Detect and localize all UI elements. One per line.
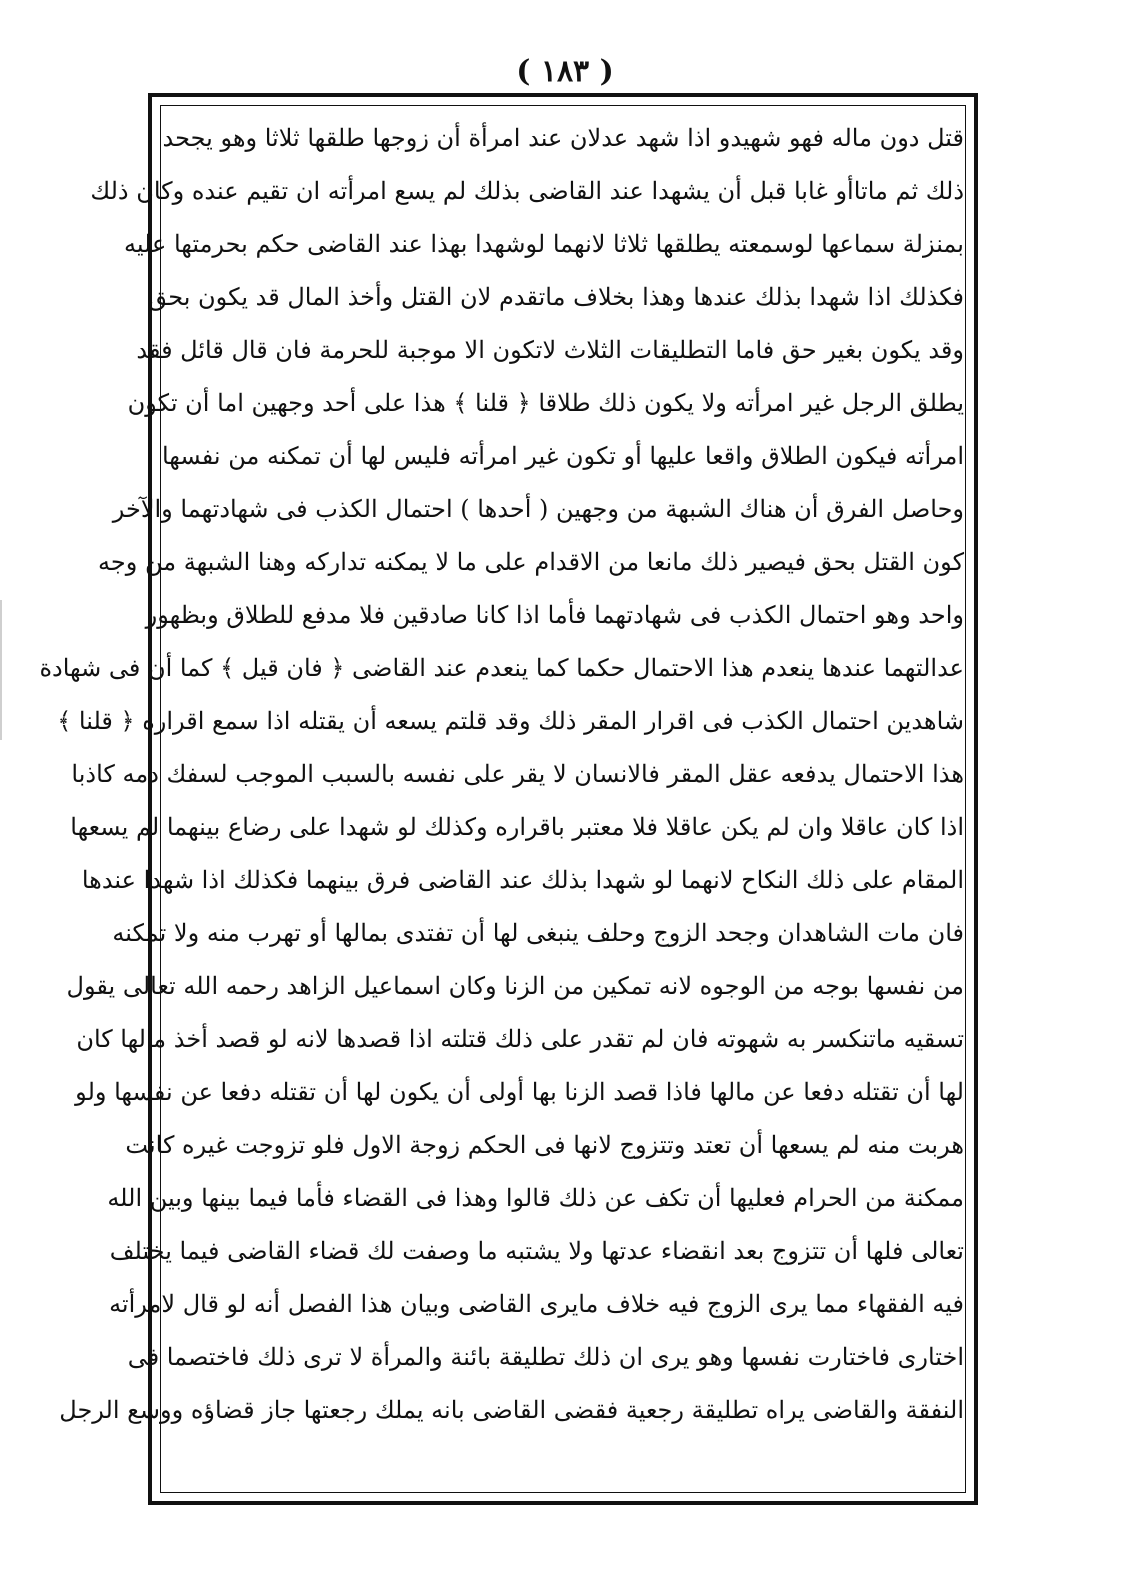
text-line: بمنزلة سماعها لوسمعته يطلقها ثلاثا لانهما لوشهدا بهذا عند القاضى حكم بحرمتها عليه	[123, 230, 964, 258]
text-line: وقد يكون بغير حق فاما التطليقات الثلاث لاتكون الا موجبة للحرمة فان قال قائل فقد	[136, 336, 964, 364]
text-line: واحد وهو احتمال الكذب فى شهادتهما فأما اذا كانا صادقين فلا مدفع للطلاق وبظهور	[145, 601, 964, 629]
text-line: تعالى فلها أن تتزوج بعد انقضاء عدتها ولا يشتبه ما وصفت لك قضاء القاضى فيما يختلف	[109, 1237, 964, 1265]
page-number: ( ١٨٣ )	[516, 54, 614, 89]
text-line: اذا كان عاقلا وان لم يكن عاقلا فلا معتبر باقراره وكذلك لو شهدا على رضاع بينهما لم يسعها	[70, 813, 964, 841]
text-line: ممكنة من الحرام فعليها أن تكف عن ذلك قالوا وهذا فى القضاء فأما فيما بينها وبين الله	[107, 1184, 964, 1212]
text-line: عدالتهما عندها ينعدم هذا الاحتمال حكما كما ينعدم عند القاضى ﴿ فان قيل ﴾ كما أن فى شهادة	[39, 654, 964, 682]
text-line: هذا الاحتمال يدفعه عقل المقر فالانسان لا يقر على نفسه بالسبب الموجب لسفك دمه كاذبا	[71, 760, 964, 788]
text-line: فيه الفقهاء مما يرى الزوج فيه خلاف مايرى القاضى وبيان هذا الفصل أنه لو قال لامرأته	[109, 1290, 964, 1318]
text-line: لها أن تقتله دفعا عن مالها فاذا قصد الزنا بها أولى أن يكون لها أن تقتله دفعا عن نفسها ولو	[75, 1078, 964, 1106]
text-line: يطلق الرجل غير امرأته ولا يكون ذلك طلاقا ﴿ قلنا ﴾ هذا على أحد وجهين اما أن تكون	[127, 389, 964, 417]
text-line: وحاصل الفرق أن هناك الشبهة من وجهين ( أحدها ) احتمال الكذب فى شهادتهما والآخر	[112, 495, 964, 523]
text-line: امرأته فيكون الطلاق واقعا عليها أو تكون غير امرأته فليس لها أن تمكنه من نفسها	[161, 442, 964, 470]
text-line: من نفسها بوجه من الوجوه لانه تمكين من الزنا وكان اسماعيل الزاهد رحمه الله تعالى يقول	[66, 972, 964, 1000]
text-line: فان مات الشاهدان وجحد الزوج وحلف ينبغى لها أن تفتدى بمالها أو تهرب منه ولا تمكنه	[112, 919, 964, 947]
text-line: قتل دون ماله فهو شهيدو اذا شهد عدلان عند امرأة أن زوجها طلقها ثلاثا وهو يجحد	[162, 124, 964, 152]
main-text	[39, 112, 970, 1492]
text-line: ذلك ثم ماتاأو غابا قبل أن يشهدا عند القاضى بذلك لم يسع امرأته ان تقيم عنده وكان ذلك	[90, 177, 964, 205]
text-line: هربت منه لم يسعها أن تعتد وتتزوج لانها فى الحكم زوجة الاول فلو تزوجت غيره كانت	[125, 1131, 964, 1159]
text-line: تسقيه ماتنكسر به شهوته فان لم تقدر على ذلك قتلته اذا قصدها لانه لو قصد أخذ مالها كان	[76, 1025, 964, 1053]
scan-edge-mark	[0, 600, 2, 740]
text-line: شاهدين احتمال الكذب فى اقرار المقر ذلك وقد قلتم يسعه أن يقتله اذا سمع اقراره ﴿ قلنا ﴾	[57, 707, 964, 735]
text-line: كون القتل بحق فيصير ذلك مانعا من الاقدام على ما لا يمكنه تداركه وهنا الشبهة من وجه	[98, 548, 964, 576]
text-line: اختارى فاختارت نفسها وهو يرى ان ذلك تطليقة بائنة والمرأة لا ترى ذلك فاختصما فى	[127, 1343, 964, 1371]
text-line: النفقة والقاضى يراه تطليقة رجعية فقضى القاضى بانه يملك رجعتها جاز قضاؤه ووسع الرجل	[59, 1396, 964, 1424]
text-line: المقام على ذلك النكاح لانهما لو شهدا بذلك عند القاضى فرق بينهما فكذلك اذا شهدا عندها	[81, 866, 964, 894]
text-line: فكذلك اذا شهدا بذلك عندها وهذا بخلاف ماتقدم لان القتل وأخذ المال قد يكون بحق	[148, 283, 964, 311]
